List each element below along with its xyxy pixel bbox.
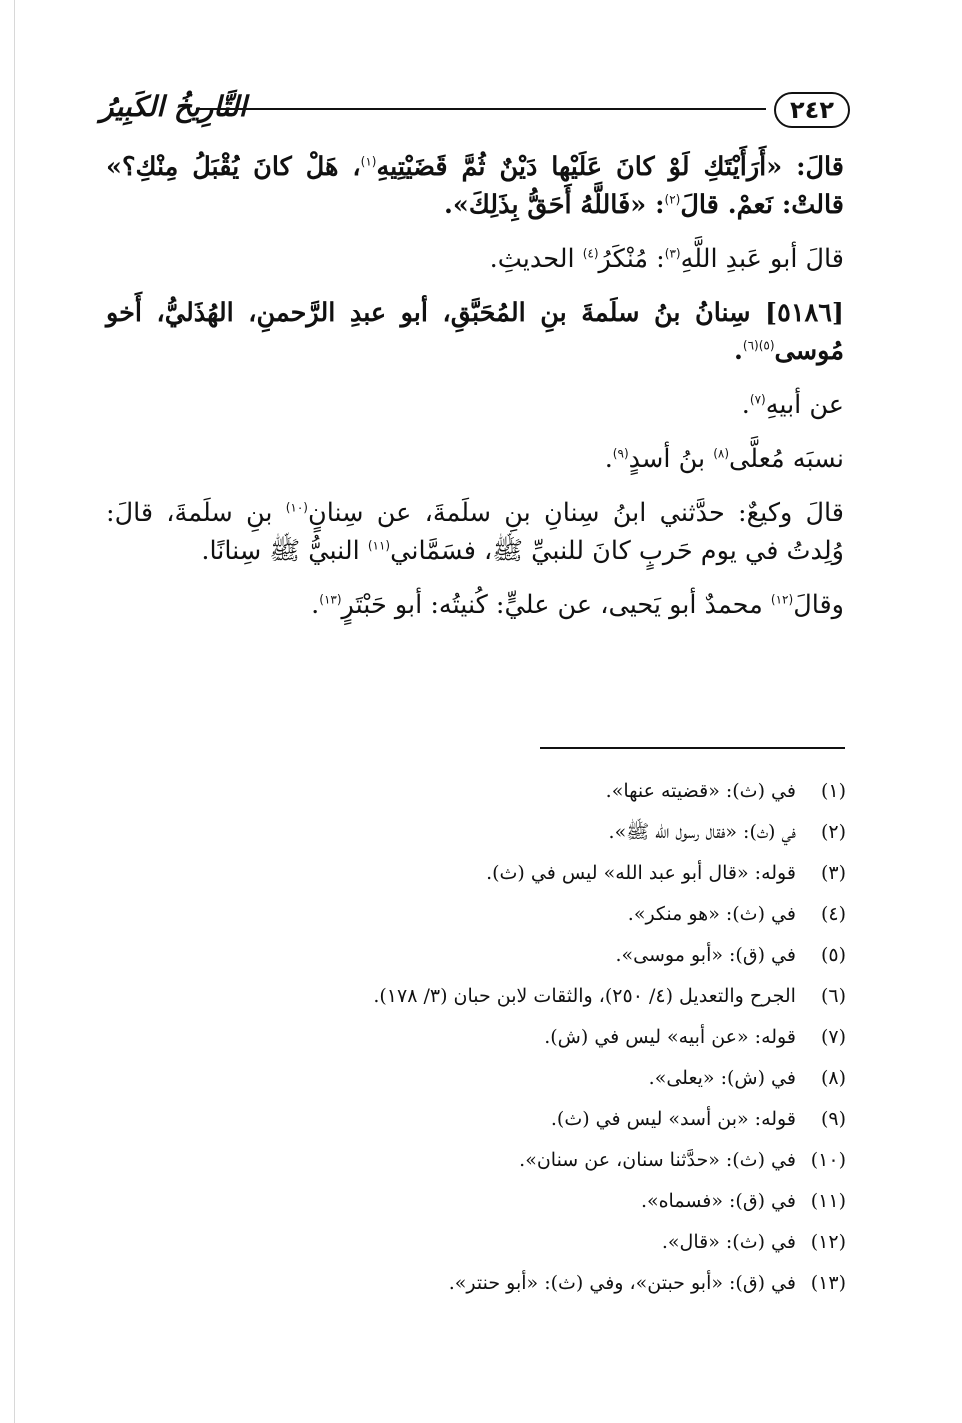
footnote-text: في (ث): «حدَّثنا سنان، عن سنان».: [519, 1149, 796, 1171]
footnote-ref: (٢): [664, 192, 681, 207]
text-segment: الحديثِ.: [489, 244, 583, 274]
entry-heading-5186: [106, 294, 844, 370]
footnote-item: [280, 1181, 846, 1222]
text-segment: ، هَلْ كانَ يُقْبَلُ مِنْكِ؟» قالتْ: نَعمْ. قالَ: [106, 152, 844, 220]
footnote-text: قوله: «قال أبو عبد الله» ليس في (ث).: [486, 862, 796, 884]
paragraph-hadith-end: [106, 148, 844, 224]
footnote-number: (٦): [820, 985, 846, 1007]
footnote-ref: (١٢): [770, 592, 794, 607]
footnote-item: [280, 1099, 846, 1140]
header-rule: [196, 108, 766, 110]
footnote-number: (١٠): [810, 1149, 846, 1171]
footnote-ref: (١): [360, 154, 377, 169]
footnotes-list: [280, 771, 846, 1304]
scan-edge-line: [14, 0, 15, 1423]
text-segment: قالَ وكيعٌ: حدَّثني ابنُ سِنانِ بنِ سلَمةَ، عن سِنانٍ: [307, 498, 844, 528]
text-segment: .: [734, 336, 743, 366]
text-segment: قالَ أبو عَبدِ اللَّهِ: [680, 244, 844, 274]
text-segment: .: [741, 390, 750, 420]
text-segment: محمدٌ أبو يَحيى، عن عليٍّ: كُنيتُه: أبو حَبْتَرٍ: [341, 590, 771, 620]
footnote-number: (١٢): [810, 1231, 846, 1253]
main-text: [106, 148, 844, 640]
footnote-ref: (١٣): [319, 592, 342, 607]
footnote-item: [280, 1263, 846, 1304]
footnote-text: في (ث): «فقال رسول الله ﷺ».: [608, 821, 796, 843]
footnote-separator: [540, 747, 845, 749]
footnote-item: [280, 976, 846, 1017]
footnote-text: في (ق): «أبو موسى».: [615, 944, 796, 966]
footnote-ref: (٣): [664, 246, 681, 261]
footnote-item: [280, 894, 846, 935]
footnote-ref: (٧): [749, 392, 766, 407]
footnote-text: الجرح والتعديل (٤/ ٢٥٠)، والثقات لابن حبان (٣/ ١٧٨).: [373, 985, 796, 1007]
text-segment: .: [311, 590, 320, 620]
footnote-text: في (ق): «فسماه».: [640, 1190, 796, 1212]
footnote-number: (٨): [820, 1067, 846, 1089]
footnote-number: (٣): [820, 862, 846, 884]
footnote-number: (٢): [820, 821, 846, 843]
text-segment: نسبَه مُعلَّى: [729, 444, 844, 474]
footnote-item: [280, 1140, 846, 1181]
page-number: ٢٤٢: [774, 92, 850, 128]
footnote-ref: (٩): [612, 446, 629, 461]
footnote-item: [280, 1017, 846, 1058]
footnote-number: (١٣): [810, 1272, 846, 1294]
footnote-text: في (ث): «قال».: [661, 1231, 796, 1253]
text-segment: بنُ أسدٍ: [628, 444, 714, 474]
footnote-number: (٥): [820, 944, 846, 966]
footnote-item: [280, 1222, 846, 1263]
footnote-number: (٧): [820, 1026, 846, 1048]
paragraph-nasabahu: [106, 440, 844, 478]
page-header: [100, 88, 850, 132]
paragraph-muhammad-abu-yahya: [106, 586, 844, 624]
footnote-item: [280, 935, 846, 976]
footnote-ref: (٨): [713, 446, 730, 461]
footnote-text: في (ق): «أبو حبتن»، وفي (ث): «أبو حنتر».: [448, 1272, 796, 1294]
footnote-item: [280, 771, 846, 812]
footnote-number: (٩): [820, 1108, 846, 1130]
text-segment: .: [604, 444, 613, 474]
footnote-text: في (ث): «قضيته عنها».: [605, 780, 796, 802]
footnote-number: (١): [820, 780, 846, 802]
footnote-text: في (ش): «يعلى».: [648, 1067, 796, 1089]
footnote-number: (١١): [810, 1190, 846, 1212]
footnote-ref: (٤): [582, 246, 599, 261]
footnote-ref: (٥)(٦): [742, 338, 775, 353]
text-segment: : «فَاللَّهُ أَحَقُّ بِذَلِكَ».: [444, 190, 665, 220]
footnote-item: [280, 812, 846, 853]
text-segment: وقالَ: [793, 590, 844, 620]
book-title: التَّارِيخُ الكَبِيرُ: [100, 90, 247, 123]
paragraph-abu-abdullah: [106, 240, 844, 278]
text-segment: بنِ سلَمةَ، قالَ: وُلِدتُ في يوم حَربٍ كانَ للنبيِّ ﷺ، فسَمَّاني: [106, 498, 844, 566]
paragraph-an-abihi: [106, 386, 844, 424]
footnote-ref: (١٠): [285, 500, 308, 515]
footnote-text: في (ث): «هو منكر».: [627, 903, 796, 925]
paragraph-waki: [106, 494, 844, 570]
footnote-text: قوله: «عن أبيه» ليس في (ش).: [544, 1026, 796, 1048]
text-segment: عن أبيهِ: [765, 390, 844, 420]
text-segment: النبيُّ ﷺ سِنانًا.: [201, 536, 368, 566]
text-segment: قالَ: «أَرَأَيْتَكِ لَوْ كانَ عَلَيْها دَيْنٌ ثُمَّ قَضَيْتِيهِ: [376, 152, 844, 182]
footnote-text: قوله: «بن أسد» ليس في (ث).: [550, 1108, 796, 1130]
footnote-ref: (١١): [367, 538, 391, 553]
footnote-item: [280, 853, 846, 894]
footnote-item: [280, 1058, 846, 1099]
footnote-number: (٤): [820, 903, 846, 925]
text-segment: : مُنْكَرُ: [598, 244, 665, 274]
entry-title: [٥١٨٦] سِنانُ بنُ سلَمةَ بنِ المُحَبَّقِ، أبو عبدِ الرَّحمنِ، الهُذَليُّ، أَخو مُوسى: [106, 298, 844, 366]
